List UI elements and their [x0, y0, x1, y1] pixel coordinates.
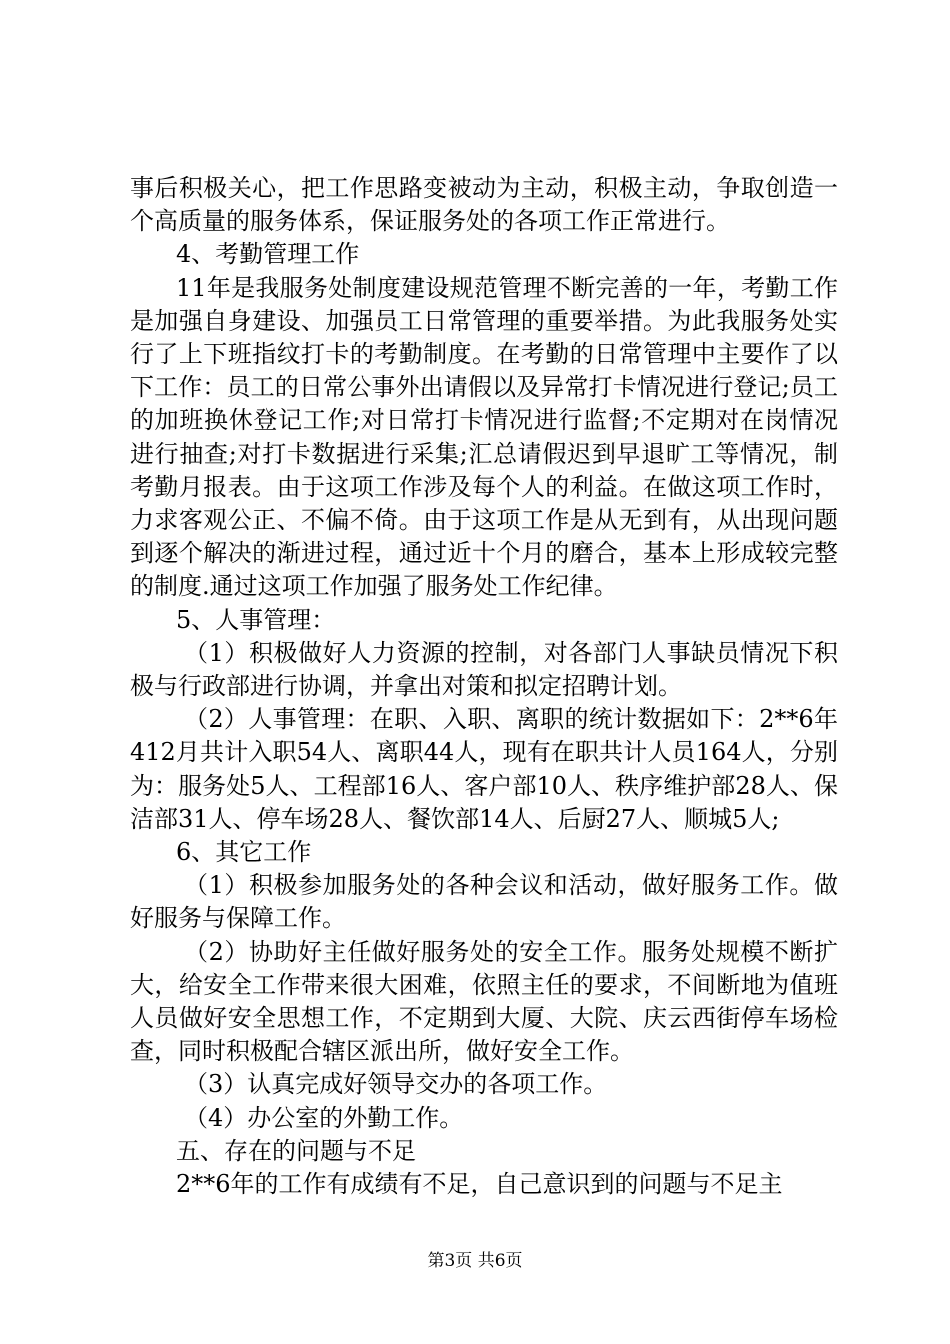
paragraph-other-3: （3）认真完成好领导交办的各项工作。 [184, 1070, 608, 1099]
paragraph-other-1: （1）积极参加服务处的各种会议和活动，做好服务工作。做好服务与保障工作。 [130, 871, 838, 933]
paragraph-problems: 2**6年的工作有成绩有不足，自己意识到的问题与不足主 [176, 1170, 783, 1199]
paragraph-attendance: 11年是我服务处制度建设规范管理不断完善的一年，考勤工作是加强自身建设、加强员工日常管理的重要举措。为此我服务处实行了上下班指纹打卡的考勤制度。在考勤的日常管理中主要作了以下工作：员工的日常公事外出请假以及异常打卡情况进行登记;员工的加班换休登记工作;对日常打卡情况进行监督;不定期对在岗情况进行抽查;对打卡数据进行采集;汇总请假迟到早退旷工等情况，制考勤月报表。由于这项工作涉及每个人的利益。在做这项工作时，力求客观公正、不偏不倚。由于这项工作是从无到有，从出现问题到逐个解决的渐进过程，通过近十个月的磨合，基本上形成较完整的制度.通过这项工作加强了服务处工作纪律。 [130, 273, 838, 601]
heading-other-work: 6、其它工作 [176, 838, 312, 867]
page-footer: 第3页 共6页 [427, 1251, 523, 1271]
document-body [130, 172, 838, 1201]
heading-problems: 五、存在的问题与不足 [176, 1136, 416, 1165]
paragraph-personnel-2: （2）人事管理：在职、入职、离职的统计数据如下：2**6年412月共计入职54人、离职44人，现有在职共计人员164人，分别为：服务处5人、工程部16人、客户部10人、秩序维护部28人、保洁部31人、停车场28人、餐饮部14人、后厨27人、顺城5人; [130, 705, 838, 833]
paragraph-1: 事后积极关心，把工作思路变被动为主动，积极主动，争取创造一个高质量的服务体系，保证服务处的各项工作正常进行。 [130, 174, 838, 236]
heading-attendance: 4、考勤管理工作 [176, 240, 360, 269]
paragraph-other-4: （4）办公室的外勤工作。 [184, 1103, 464, 1132]
paragraph-personnel-1: （1）积极做好人力资源的控制，对各部门人事缺员情况下积极与行政部进行协调，并拿出对策和拟定招聘计划。 [130, 638, 838, 701]
paragraph-other-2: （2）协助好主任做好服务处的安全工作。服务处规模不断扩大，给安全工作带来很大困难，依照主任的要求，不间断地为值班人员做好安全思想工作，不定期到大厦、大院、庆云西街停车场检查，同时积极配合辖区派出所，做好安全工作。 [130, 937, 838, 1066]
heading-personnel: 5、人事管理： [176, 605, 336, 634]
